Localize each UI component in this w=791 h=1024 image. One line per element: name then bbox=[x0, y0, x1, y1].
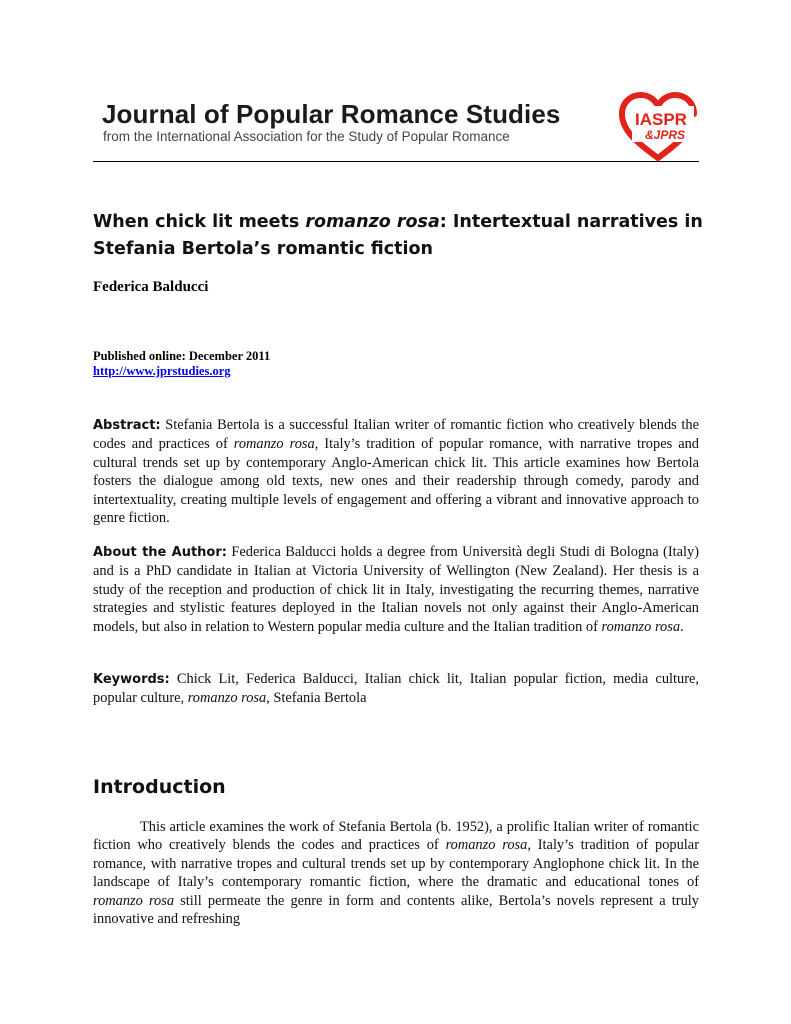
section-heading-introduction: Introduction bbox=[93, 776, 226, 798]
article-title bbox=[93, 209, 703, 263]
journal-link[interactable]: http://www.jprstudies.org bbox=[93, 364, 231, 378]
intro-text-2: , Italy’s tradition of popular romance, with narrative tropes and cultural trends set up by contemporary Anglophone chick lit. In the landscape of Italy’s contemporary romantic fiction, where the dramatic and educational tones of bbox=[93, 837, 699, 891]
intro-italic-1: romanzo rosa bbox=[445, 837, 528, 854]
heart-logo-icon bbox=[618, 92, 698, 162]
header-divider bbox=[93, 161, 699, 162]
abstract-italic: romanzo rosa bbox=[233, 436, 315, 453]
logo-text-iaspr: IASPR bbox=[635, 110, 687, 129]
abstract-text-cont: , Italy’s tradition of popular romance, with narrative tropes and cultural trends set up by contemporary Anglo-American chick lit. This article examines how Bertola fosters the dialogue among old texts, new ones and their readership through comedy, parody and intertextuality, creating multiple levels of engagement and offering a vibrant and innovative approach to genre fiction. bbox=[93, 436, 699, 527]
intro-text-3: still permeate the genre in form and contents alike, Bertola’s novels represent a truly innovative and refreshing bbox=[93, 892, 699, 928]
about-author-paragraph bbox=[93, 543, 699, 636]
keywords-italic: romanzo rosa bbox=[187, 690, 267, 707]
about-author-text-end: . bbox=[680, 618, 684, 635]
keywords-text-end: , Stefania Bertola bbox=[266, 690, 367, 707]
logo-text-jprs: &JPRS bbox=[645, 128, 686, 142]
keywords-text: Chick Lit, Federica Balducci, Italian chick lit, Italian popular fiction, media culture, popular culture, bbox=[93, 671, 699, 707]
about-author-italic: romanzo rosa bbox=[601, 618, 681, 635]
about-author-text: Federica Balducci holds a degree from Università degli Studi di Bologna (Italy) and is a PhD candidate in Italian at Victoria University of Wellington (New Zealand). Her thesis is a study of the reception and production of chick lit in Italy, investigating the recurring themes, narrative strategies and stylistic features deployed in the Italian novels not only against their Anglo-American models, but also in relation to Western popular media culture and the Italian tradition of bbox=[93, 544, 699, 635]
abstract-label: Abstract: bbox=[93, 418, 161, 433]
journal-subtitle: from the International Association for the Study of Popular Romance bbox=[103, 129, 510, 144]
keywords-paragraph bbox=[93, 670, 699, 708]
about-author-label: About the Author: bbox=[93, 545, 227, 560]
article-title-part1: When chick lit meets bbox=[93, 212, 306, 232]
author-name: Federica Balducci bbox=[93, 279, 209, 295]
article-title-part2: : Intertextual narratives in Stefania Bertola’s romantic fiction bbox=[93, 212, 703, 259]
journal-title: Journal of Popular Romance Studies bbox=[102, 99, 561, 129]
intro-text-1: This article examines the work of Stefania Bertola (b. 1952), a prolific Italian writer of romantic fiction who creatively blends the codes and practices of bbox=[93, 819, 699, 854]
publication-date: Published online: December 2011 bbox=[93, 349, 271, 363]
iaspr-logo bbox=[618, 92, 698, 162]
abstract-paragraph bbox=[93, 416, 699, 527]
intro-italic-2: romanzo rosa bbox=[93, 892, 175, 909]
article-title-italic: romanzo rosa bbox=[305, 212, 440, 232]
abstract-text: Stefania Bertola is a successful Italian writer of romantic fiction who creatively blends the codes and practices of bbox=[93, 417, 699, 453]
introduction-paragraph bbox=[93, 818, 699, 928]
keywords-label: Keywords: bbox=[93, 672, 170, 687]
